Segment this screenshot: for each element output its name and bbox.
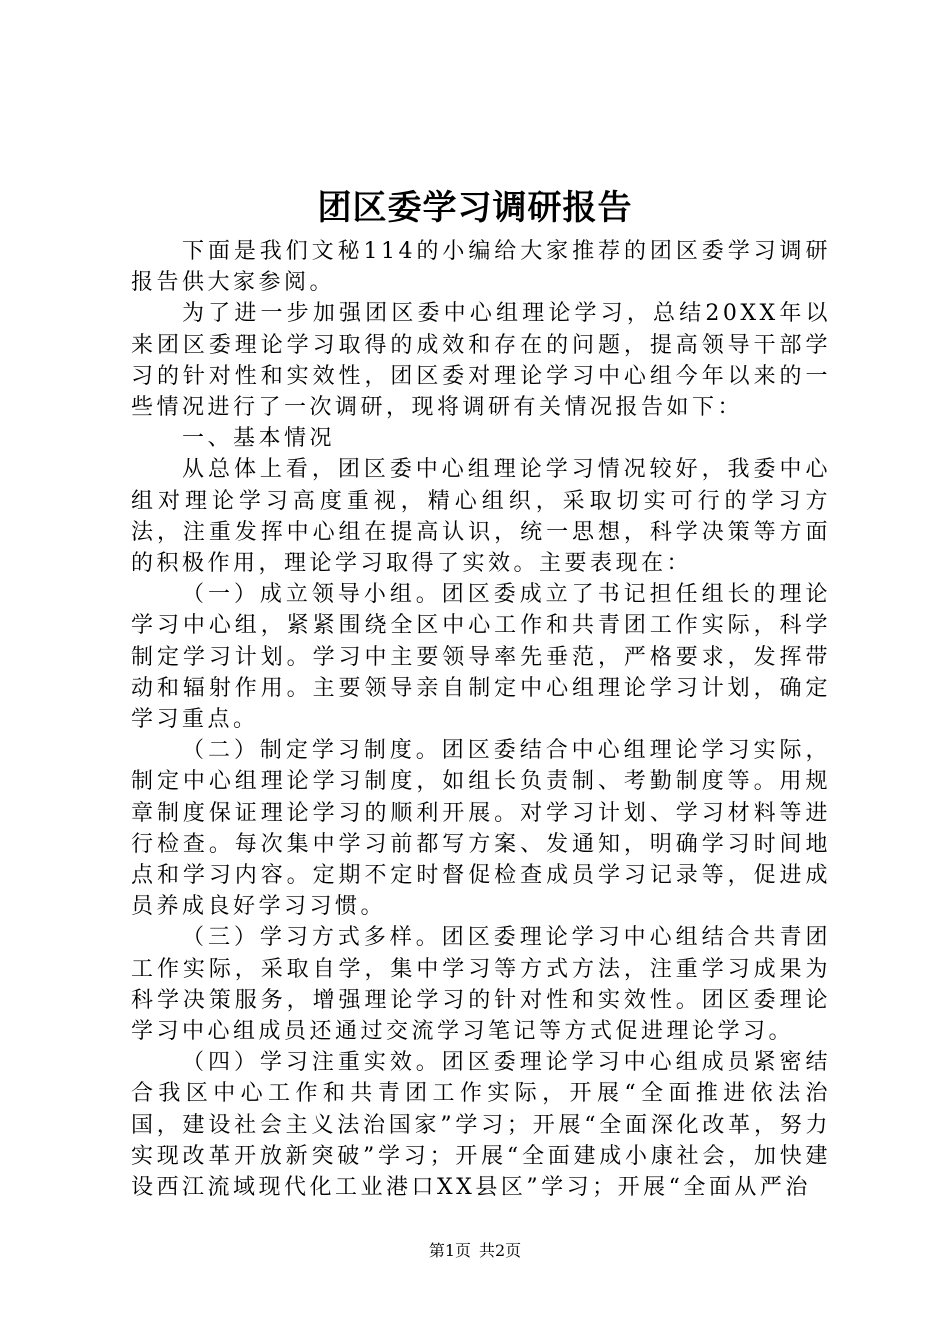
page-number-total: 共2页: [479, 1241, 522, 1260]
page-footer: [0, 1240, 950, 1262]
section-heading-basic-situation: 一、基本情况: [182, 426, 336, 452]
paragraph-item-1: （一）成立领导小组。团区委成立了书记担任组长的理论学习中心组，紧紧围绕全区中心工作和共青团工作实际，科学制定学习计划。学习中主要领导率先垂范，严格要求，发挥带动和辐射作用。主要领导亲自制定中心组理论学习计划，确定学习重点。: [131, 582, 831, 733]
paragraph-item-2: （二）制定学习制度。团区委结合中心组理论学习实际，制定中心组理论学习制度，如组长负责制、考勤制度等。用规章制度保证理论学习的顺利开展。对学习计划、学习材料等进行检查。每次集中学习前都写方案、发通知，明确学习时间地点和学习内容。定期不定时督促检查成员学习记录等，促进成员养成良好学习习惯。: [131, 738, 831, 920]
paragraph-item-4: （四）学习注重实效。团区委理论学习中心组成员紧密结合我区中心工作和共青团工作实际，开展“全面推进依法治国，建设社会主义法治国家”学习；开展“全面深化改革，努力实现改革开放新突破”学习；开展“全面建成小康社会，加快建设西江流域现代化工业港口XX县区”学习；开展“全面从严治: [131, 1050, 831, 1201]
document-title: 团区委学习调研报告: [317, 188, 633, 228]
paragraph-item-3: （三）学习方式多样。团区委理论学习中心组结合共青团工作实际，采取自学，集中学习等方式方法，注重学习成果为科学决策服务，增强理论学习的针对性和实效性。团区委理论学习中心组成员还通过交流学习笔记等方式促进理论学习。: [131, 925, 831, 1045]
paragraph-overview: 从总体上看，团区委中心组理论学习情况较好，我委中心组对理论学习高度重视，精心组织，采取切实可行的学习方法，注重发挥中心组在提高认识，统一思想，科学决策等方面的积极作用，理论学习取得了实效。主要表现在：: [131, 457, 831, 577]
page-number-current: 第1页: [428, 1241, 471, 1260]
paragraph-intro: 下面是我们文秘114的小编给大家推荐的团区委学习调研报告供大家参阅。: [131, 239, 831, 296]
document-body: [131, 236, 831, 1203]
paragraph-purpose: 为了进一步加强团区委中心组理论学习，总结20XX年以来团区委理论学习取得的成效和存在的问题，提高领导干部学习的针对性和实效性，团区委对理论学习中心组今年以来的一些情况进行了一次调研，现将调研有关情况报告如下：: [131, 301, 831, 421]
